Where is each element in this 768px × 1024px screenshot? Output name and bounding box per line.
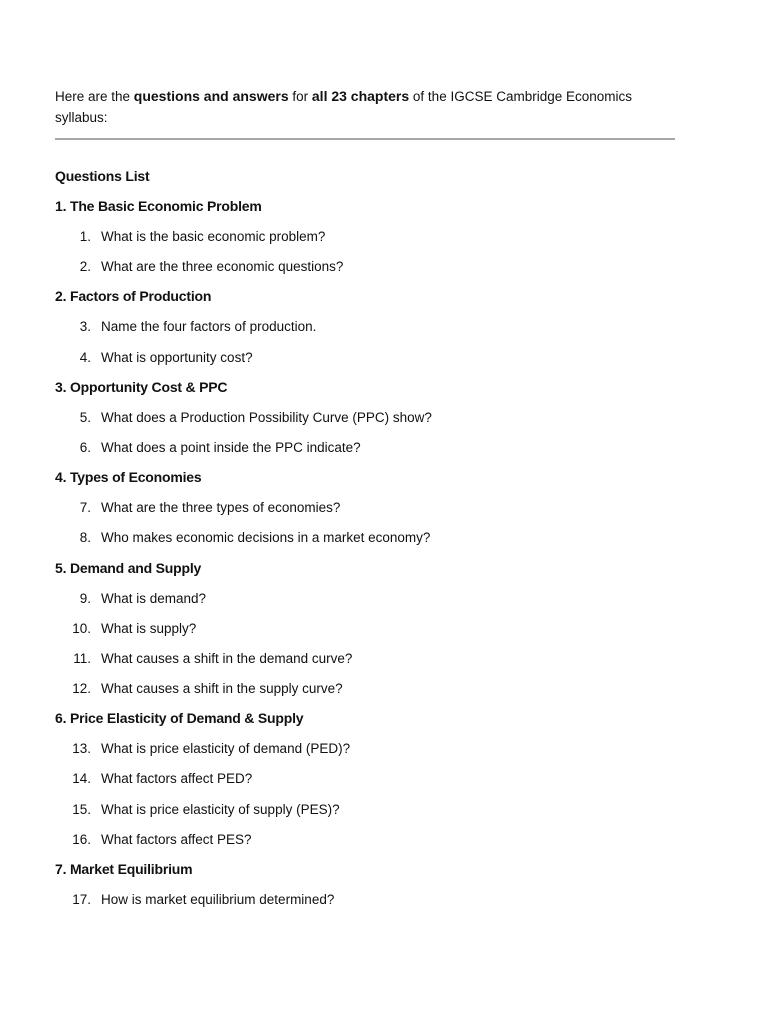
question-text: What is the basic economic problem?	[101, 229, 326, 244]
question-item	[55, 347, 705, 368]
question-number: 11.	[73, 650, 91, 666]
horizontal-divider	[55, 138, 675, 140]
question-number: 10.	[72, 620, 91, 636]
question-number: 6.	[79, 439, 91, 455]
question-text: What causes a shift in the demand curve?	[101, 650, 353, 666]
question-text: What is supply?	[101, 620, 197, 636]
question-item	[55, 316, 705, 337]
question-item	[55, 226, 705, 247]
intro-paragraph	[55, 86, 655, 128]
question-item	[55, 407, 705, 428]
question-number: 3.	[79, 319, 91, 335]
chapter-heading: 7. Market Equilibrium	[55, 861, 193, 877]
question-item	[55, 738, 705, 759]
question-number: 4.	[79, 349, 91, 365]
intro-bold-2: all 23 chapters	[311, 88, 410, 104]
question-item	[55, 588, 705, 609]
list-title: Questions List	[55, 168, 150, 184]
question-number: 14.	[72, 771, 91, 787]
question-text: What factors affect PED?	[101, 771, 253, 787]
question-text: What are the three types of economies?	[101, 500, 341, 516]
question-number: 7.	[79, 500, 91, 516]
question-text: How is market equilibrium determined?	[101, 892, 335, 907]
question-text: Who makes economic decisions in a market economy?	[101, 530, 431, 546]
question-text: Name the four factors of production.	[101, 319, 317, 335]
chapter-heading: 5. Demand and Supply	[55, 559, 202, 576]
question-item	[55, 256, 705, 277]
question-number: 16.	[72, 831, 91, 847]
question-text: What does a Production Possibility Curve (PPC) show?	[101, 409, 432, 425]
question-number: 1.	[79, 229, 91, 244]
questions-list	[55, 166, 705, 919]
question-item	[55, 618, 705, 639]
question-number: 5.	[79, 409, 91, 425]
question-text: What is price elasticity of supply (PES)?	[101, 801, 340, 817]
question-text: What is demand?	[101, 590, 207, 606]
chapter-heading: 6. Price Elasticity of Demand & Supply	[55, 710, 304, 727]
question-item	[55, 437, 705, 458]
question-number: 2.	[79, 259, 91, 275]
question-item	[55, 768, 705, 789]
question-item	[55, 527, 705, 548]
question-text: What is price elasticity of demand (PED)?	[101, 741, 351, 757]
intro-text-1: Here are the	[55, 89, 134, 104]
question-item	[55, 799, 705, 820]
question-number: 12.	[72, 681, 91, 697]
question-item	[55, 678, 705, 699]
question-text: What causes a shift in the supply curve?	[101, 681, 343, 697]
question-number: 9.	[79, 590, 91, 606]
chapter-heading: 4. Types of Economies	[55, 469, 202, 486]
question-item	[55, 889, 705, 910]
question-text: What are the three economic questions?	[101, 259, 344, 275]
question-item	[55, 648, 705, 669]
intro-bold-1: questions and answers	[133, 88, 289, 104]
question-number: 13.	[72, 741, 91, 757]
question-number: 17.	[72, 892, 91, 907]
question-text: What does a point inside the PPC indicate?	[101, 439, 361, 455]
chapter-heading: 2. Factors of Production	[55, 288, 212, 305]
question-text: What factors affect PES?	[101, 831, 252, 847]
question-item	[55, 497, 705, 518]
question-item	[55, 829, 705, 850]
intro-text-3: of the IGCSE Cambridge Economics syllabus:	[55, 89, 633, 125]
intro-text-2: for	[288, 89, 312, 104]
question-number: 8.	[79, 530, 91, 546]
question-number: 15.	[72, 801, 91, 817]
chapter-heading: 1. The Basic Economic Problem	[55, 198, 262, 214]
chapter-heading: 3. Opportunity Cost & PPC	[55, 378, 228, 395]
question-text: What is opportunity cost?	[101, 349, 253, 365]
